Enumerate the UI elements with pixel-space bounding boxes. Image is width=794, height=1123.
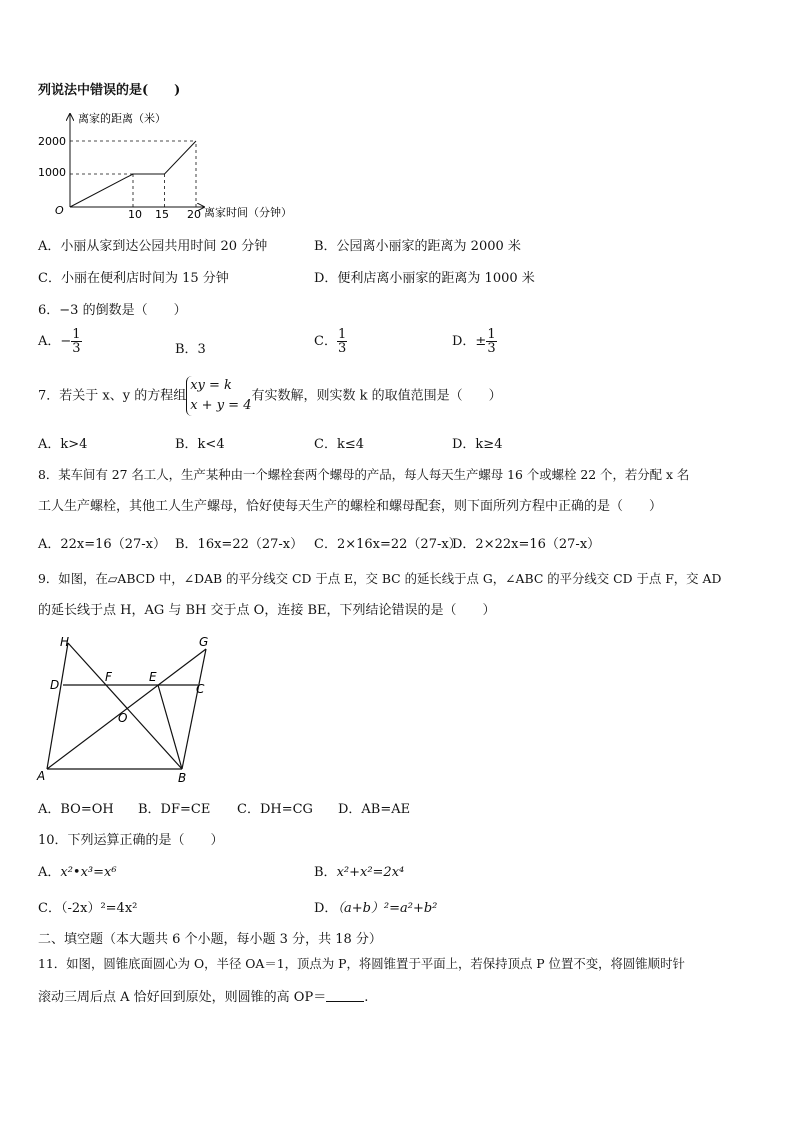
equation-system: xy = k x + y = 4 bbox=[186, 376, 251, 416]
q9-stem-line1: 9．如图，在▱ABCD 中，∠DAB 的平分线交 CD 于点 E，交 BC 的延长线于点 G，∠ABC 的平分线交 CD 于点 F，交 AD bbox=[38, 571, 722, 586]
label-g: G bbox=[199, 635, 209, 649]
segment-ag bbox=[47, 649, 206, 769]
label-a: A bbox=[37, 769, 46, 783]
q7-option-d: D．k≥4 bbox=[452, 437, 503, 452]
q11-stem-line2: 滚动三周后点 A 恰好回到原处，则圆锥的高 OP＝ . bbox=[38, 990, 369, 1005]
label-c: C bbox=[196, 682, 205, 696]
q10-option-c: C．（-2x）²=4x² bbox=[38, 901, 138, 916]
q5-option-d: D．便利店离小丽家的距离为 1000 米 bbox=[314, 271, 535, 286]
label-e: E bbox=[149, 670, 157, 684]
label-f: F bbox=[105, 670, 112, 684]
q7-option-a: A．k>4 bbox=[38, 437, 88, 452]
q7-stem: 7．若关于 x、y 的方程组 xy = k x + y = 4 有实数解，则实数 k 的取值范围是（ ） bbox=[38, 376, 502, 416]
x-tick-20: 20 bbox=[187, 208, 201, 221]
q8-option-a: A．22x=16（27-x） bbox=[38, 537, 166, 552]
q9-option-c: C．DH=CG bbox=[237, 802, 313, 817]
q10-stem: 10．下列运算正确的是（ ） bbox=[38, 833, 224, 848]
q10-option-a: A．x²•x³=x⁶ bbox=[38, 865, 117, 880]
distance-time-graph bbox=[38, 108, 338, 226]
q8-stem-line1: 8．某车间有 27 名工人，生产某种由一个螺栓套两个螺母的产品，每人每天生产螺母 16 个或螺栓 22 个，若分配 x 名 bbox=[38, 467, 690, 482]
q5-stem-tail: 列说法中错误的是( ) bbox=[38, 83, 181, 98]
segment-ah bbox=[47, 643, 68, 769]
x-tick-10: 10 bbox=[128, 208, 142, 221]
q9-option-b: B．DF=CE bbox=[138, 802, 211, 817]
label-d: D bbox=[50, 678, 60, 692]
q8-option-d: D．2×22x=16（27-x） bbox=[452, 537, 601, 552]
q8-option-c: C．2×16x=22（27-x） bbox=[314, 537, 462, 552]
q7-option-c: C．k≤4 bbox=[314, 437, 364, 452]
q5-option-b: B．公园离小丽家的距离为 2000 米 bbox=[314, 239, 521, 254]
label-h: H bbox=[60, 635, 70, 649]
x-tick-15: 15 bbox=[155, 208, 169, 221]
q10-option-b: B．x²+x²=2x⁴ bbox=[314, 865, 405, 880]
y-axis-label: 离家的距离（米） bbox=[78, 112, 166, 125]
parallelogram-figure bbox=[36, 630, 218, 786]
q7-option-b: B．k<4 bbox=[175, 437, 225, 452]
q6-option-a: A．− $\frac{1}{3}$ bbox=[38, 327, 81, 356]
y-tick-2000: 2000 bbox=[38, 135, 66, 148]
x-axis-label: 离家时间（分钟） bbox=[204, 206, 292, 219]
origin-label: O bbox=[55, 204, 64, 217]
q11-stem-line1: 11．如图，圆锥底面圆心为 O，半径 OA＝1，顶点为 P，将圆锥置于平面上，若保持顶点 P 位置不变，将圆锥顺时针 bbox=[38, 956, 685, 971]
answer-blank bbox=[326, 990, 364, 1002]
section-heading: 二、填空题（本大题共 6 个小题，每小题 3 分，共 18 分） bbox=[38, 932, 382, 947]
q6-option-b: B．3 bbox=[175, 342, 206, 357]
segment-bg bbox=[182, 649, 206, 769]
label-b: B bbox=[178, 771, 187, 785]
q5-option-c: C．小丽在便利店时间为 15 分钟 bbox=[38, 271, 229, 286]
q10-option-d: D．（a+b）²=a²+b² bbox=[314, 901, 438, 916]
q9-option-a: A．BO=OH bbox=[38, 802, 114, 817]
label-o: O bbox=[118, 711, 128, 725]
q8-option-b: B．16x=22（27-x） bbox=[175, 537, 304, 552]
q5-option-a: A．小丽从家到达公园共用时间 20 分钟 bbox=[38, 239, 268, 254]
y-tick-1000: 1000 bbox=[38, 166, 66, 179]
q9-stem-line2: 的延长线于点 H，AG 与 BH 交于点 O，连接 BE，下列结论错误的是（ ） bbox=[38, 603, 496, 618]
segment-bh bbox=[68, 643, 182, 769]
q6-stem: 6．−3 的倒数是（ ） bbox=[38, 303, 187, 318]
q9-option-d: D．AB=AE bbox=[338, 802, 411, 817]
q6-option-d: D．± $\frac{1}{3}$ bbox=[452, 327, 496, 356]
q8-stem-line2: 工人生产螺栓，其他工人生产螺母，恰好使每天生产的螺栓和螺母配套，则下面所列方程中正确的是（ ） bbox=[38, 499, 663, 514]
q6-option-c: C． $\frac{1}{3}$ bbox=[314, 327, 347, 356]
